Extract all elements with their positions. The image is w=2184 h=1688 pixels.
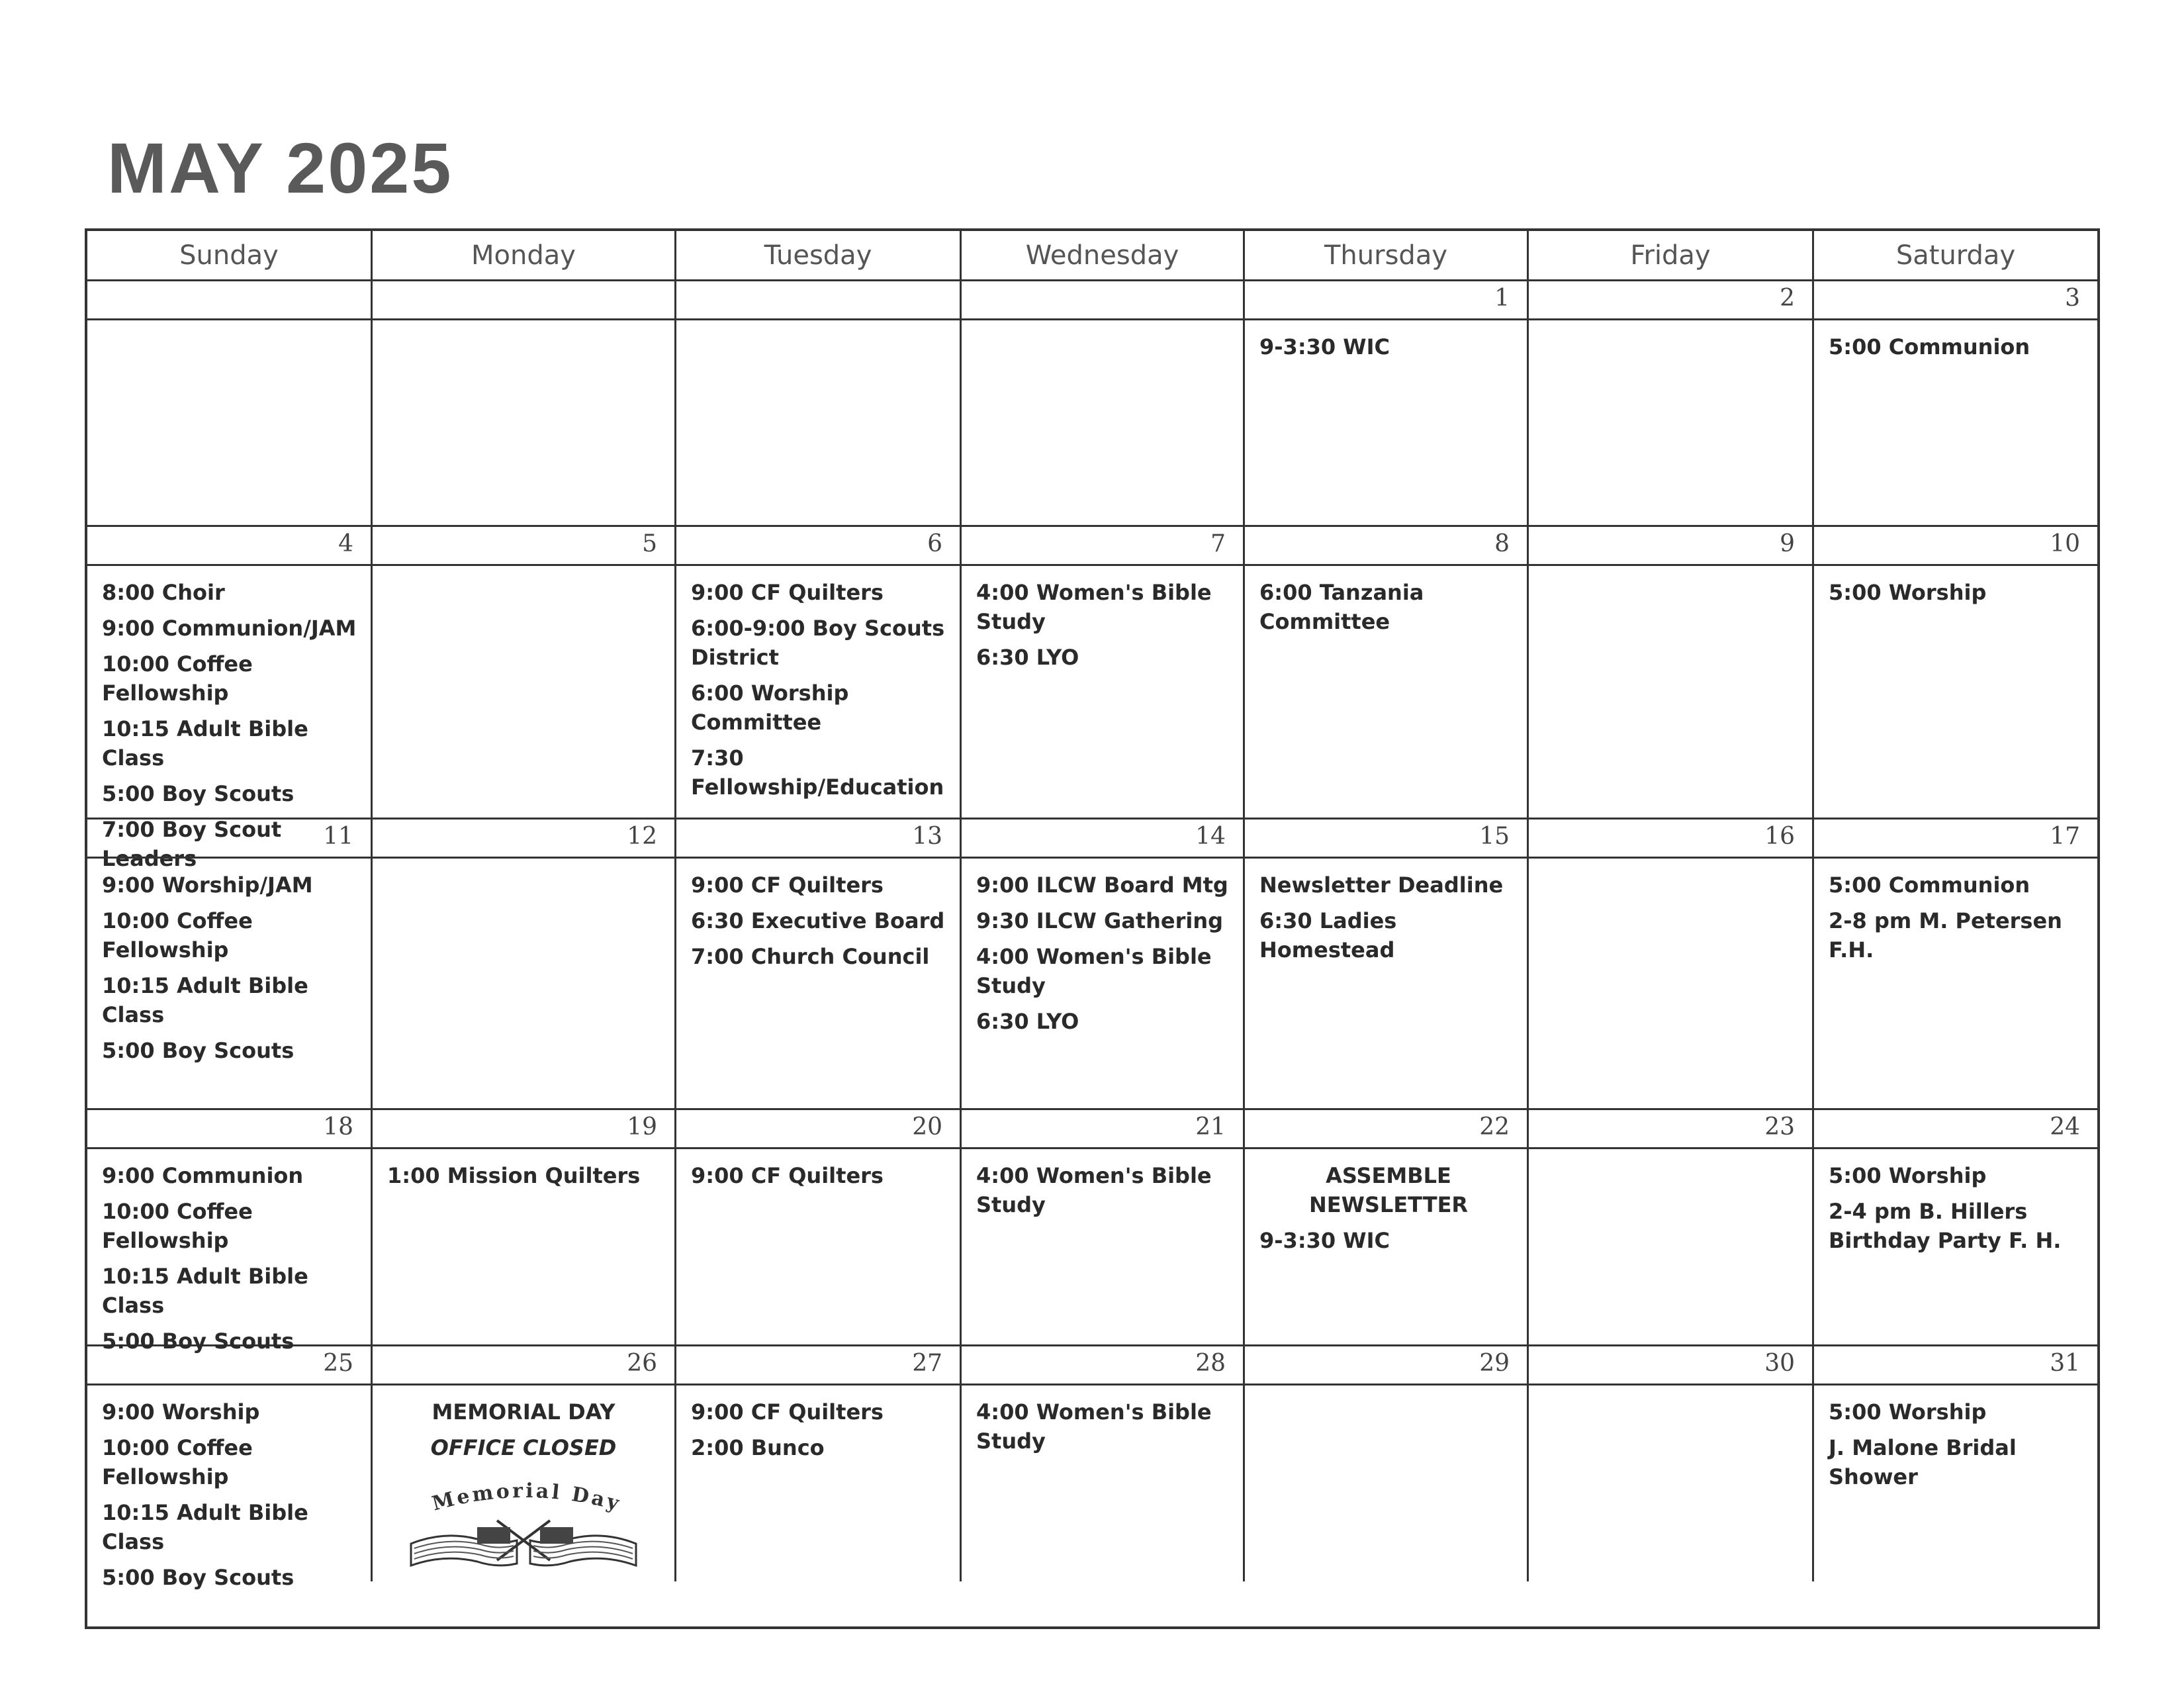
event: 10:00 Coffee Fellowship xyxy=(102,1199,253,1253)
day-number: 16 xyxy=(1529,820,1814,859)
event: 9:00 CF Quilters xyxy=(691,1163,884,1188)
day-number: 30 xyxy=(1529,1346,1814,1385)
event: 9-3:30 WIC xyxy=(1259,1228,1390,1253)
event: ASSEMBLE NEWSLETTER xyxy=(1308,1163,1469,1217)
event: 9:00 CF Quilters xyxy=(691,1399,884,1425)
weekday-saturday: Saturday xyxy=(1814,231,2097,281)
event: 9:00 CF Quilters xyxy=(691,580,884,605)
day-number: 23 xyxy=(1529,1110,1814,1149)
svg-text:Memorial Day xyxy=(430,1479,623,1516)
event: 2:00 Bunco xyxy=(691,1435,825,1460)
day-number: 13 xyxy=(676,820,962,859)
day-number: 20 xyxy=(676,1110,962,1149)
event: 9-3:30 WIC xyxy=(1259,334,1390,359)
event: 9:00 Worship xyxy=(102,1399,260,1425)
event: 4:00 Women's Bible Study xyxy=(976,944,1212,998)
day-events xyxy=(373,1385,676,1581)
event: 9:00 Communion/JAM xyxy=(102,616,357,641)
day-number: 7 xyxy=(962,527,1245,566)
event: 5:00 Communion xyxy=(1829,872,2030,898)
day-number: 2 xyxy=(1529,281,1814,320)
event: 5:00 Worship xyxy=(1829,1163,1987,1188)
day-number: 25 xyxy=(87,1346,373,1385)
day-events xyxy=(1529,1385,1814,1581)
event: 10:15 Adult Bible Class xyxy=(102,1500,308,1554)
day-number: 11 xyxy=(87,820,373,859)
day-number: 17 xyxy=(1814,820,2097,859)
day-events xyxy=(676,566,962,820)
event: 5:00 Worship xyxy=(1829,580,1987,605)
weekday-thursday: Thursday xyxy=(1245,231,1529,281)
event: 6:30 LYO xyxy=(976,1009,1079,1034)
day-events xyxy=(1529,1149,1814,1346)
event: MEMORIAL DAY xyxy=(432,1399,615,1425)
day-events xyxy=(1529,320,1814,527)
day-number xyxy=(87,281,373,320)
day-events xyxy=(676,1149,962,1346)
day-events xyxy=(373,859,676,1110)
day-number: 14 xyxy=(962,820,1245,859)
day-number: 5 xyxy=(373,527,676,566)
day-events xyxy=(373,320,676,527)
day-events xyxy=(962,859,1245,1110)
weekday-friday: Friday xyxy=(1529,231,1814,281)
day-number: 22 xyxy=(1245,1110,1529,1149)
day-events xyxy=(676,320,962,527)
day-events xyxy=(87,1385,373,1590)
day-events xyxy=(1814,320,2097,527)
day-number: 24 xyxy=(1814,1110,2097,1149)
event: 6:30 Executive Board xyxy=(691,908,945,933)
weekday-monday: Monday xyxy=(373,231,676,281)
day-number: 28 xyxy=(962,1346,1245,1385)
calendar-grid xyxy=(85,228,2100,1629)
event: 7:00 Boy Scout Leaders xyxy=(102,817,282,871)
event: 8:00 Choir xyxy=(102,580,225,605)
day-events xyxy=(962,1385,1245,1581)
event: Newsletter Deadline xyxy=(1259,872,1504,898)
day-number: 29 xyxy=(1245,1346,1529,1385)
day-events xyxy=(1245,1149,1529,1346)
day-events xyxy=(1245,1385,1529,1581)
day-number: 4 xyxy=(87,527,373,566)
day-events xyxy=(962,1149,1245,1346)
day-events xyxy=(87,859,373,1110)
day-events xyxy=(1814,1149,2097,1346)
day-events xyxy=(87,320,373,527)
event: 10:00 Coffee Fellowship xyxy=(102,1435,253,1489)
weekday-tuesday: Tuesday xyxy=(676,231,962,281)
event: 5:00 Boy Scouts xyxy=(102,1038,295,1063)
event: 9:30 ILCW Gathering xyxy=(976,908,1224,933)
day-events xyxy=(1529,566,1814,820)
event: 7:00 Church Council xyxy=(691,944,930,969)
day-events xyxy=(1814,1385,2097,1581)
event: 6:30 LYO xyxy=(976,645,1079,670)
day-events xyxy=(373,1149,676,1346)
day-number: 12 xyxy=(373,820,676,859)
event: 9:00 Worship/JAM xyxy=(102,872,313,898)
day-number: 26 xyxy=(373,1346,676,1385)
event: 10:15 Adult Bible Class xyxy=(102,1264,308,1318)
day-events xyxy=(1245,566,1529,820)
event: OFFICE CLOSED xyxy=(430,1435,617,1460)
day-number: 8 xyxy=(1245,527,1529,566)
event: 6:30 Ladies Homestead xyxy=(1259,908,1397,962)
event: J. Malone Bridal Shower xyxy=(1829,1435,2017,1489)
day-number: 21 xyxy=(962,1110,1245,1149)
day-events xyxy=(676,1385,962,1581)
day-number: 31 xyxy=(1814,1346,2097,1385)
event: 6:00 Tanzania Committee xyxy=(1259,580,1424,634)
day-number: 6 xyxy=(676,527,962,566)
event: 10:15 Adult Bible Class xyxy=(102,716,308,771)
day-events xyxy=(373,566,676,820)
memorial-day-flags-emblem xyxy=(398,1474,649,1573)
event: 6:00 Worship Committee xyxy=(691,680,849,735)
day-number: 15 xyxy=(1245,820,1529,859)
weekday-sunday: Sunday xyxy=(87,231,373,281)
event: 9:00 Communion xyxy=(102,1163,304,1188)
day-number: 27 xyxy=(676,1346,962,1385)
event: 4:00 Women's Bible Study xyxy=(976,1163,1212,1217)
event: 6:00-9:00 Boy Scouts District xyxy=(691,616,945,670)
weekday-wednesday: Wednesday xyxy=(962,231,1245,281)
day-number xyxy=(676,281,962,320)
event: 5:00 Boy Scouts xyxy=(102,781,295,806)
day-events xyxy=(962,320,1245,527)
day-number: 19 xyxy=(373,1110,676,1149)
day-events xyxy=(962,566,1245,820)
emblem-text: Memorial Day xyxy=(430,1479,624,1517)
event: 10:00 Coffee Fellowship xyxy=(102,651,253,706)
event: 10:00 Coffee Fellowship xyxy=(102,908,253,962)
day-number xyxy=(373,281,676,320)
day-events xyxy=(1529,859,1814,1110)
event: 7:30 Fellowship/Education xyxy=(691,745,944,800)
event: 9:00 ILCW Board Mtg xyxy=(976,872,1228,898)
day-number xyxy=(962,281,1245,320)
event: 9:00 CF Quilters xyxy=(691,872,884,898)
event: 4:00 Women's Bible Study xyxy=(976,580,1212,634)
day-events xyxy=(1814,859,2097,1110)
event: 5:00 Boy Scouts xyxy=(102,1565,295,1590)
page-title: MAY 2025 xyxy=(107,128,453,208)
event: 5:00 Communion xyxy=(1829,334,2030,359)
day-number: 18 xyxy=(87,1110,373,1149)
day-number: 1 xyxy=(1245,281,1529,320)
event: 1:00 Mission Quilters xyxy=(387,1163,641,1188)
day-events xyxy=(1245,320,1529,527)
event: 5:00 Worship xyxy=(1829,1399,1987,1425)
event: 5:00 Boy Scouts xyxy=(102,1329,295,1354)
day-events xyxy=(1245,859,1529,1110)
day-number: 9 xyxy=(1529,527,1814,566)
event: 2-8 pm M. Petersen F.H. xyxy=(1829,908,2062,962)
event: 2-4 pm B. Hillers Birthday Party F. H. xyxy=(1829,1199,2062,1253)
day-events xyxy=(87,1149,373,1354)
day-number: 3 xyxy=(1814,281,2097,320)
day-events xyxy=(676,859,962,1110)
day-number: 10 xyxy=(1814,527,2097,566)
event: 4:00 Women's Bible Study xyxy=(976,1399,1212,1454)
day-events xyxy=(1814,566,2097,820)
event: 10:15 Adult Bible Class xyxy=(102,973,308,1027)
